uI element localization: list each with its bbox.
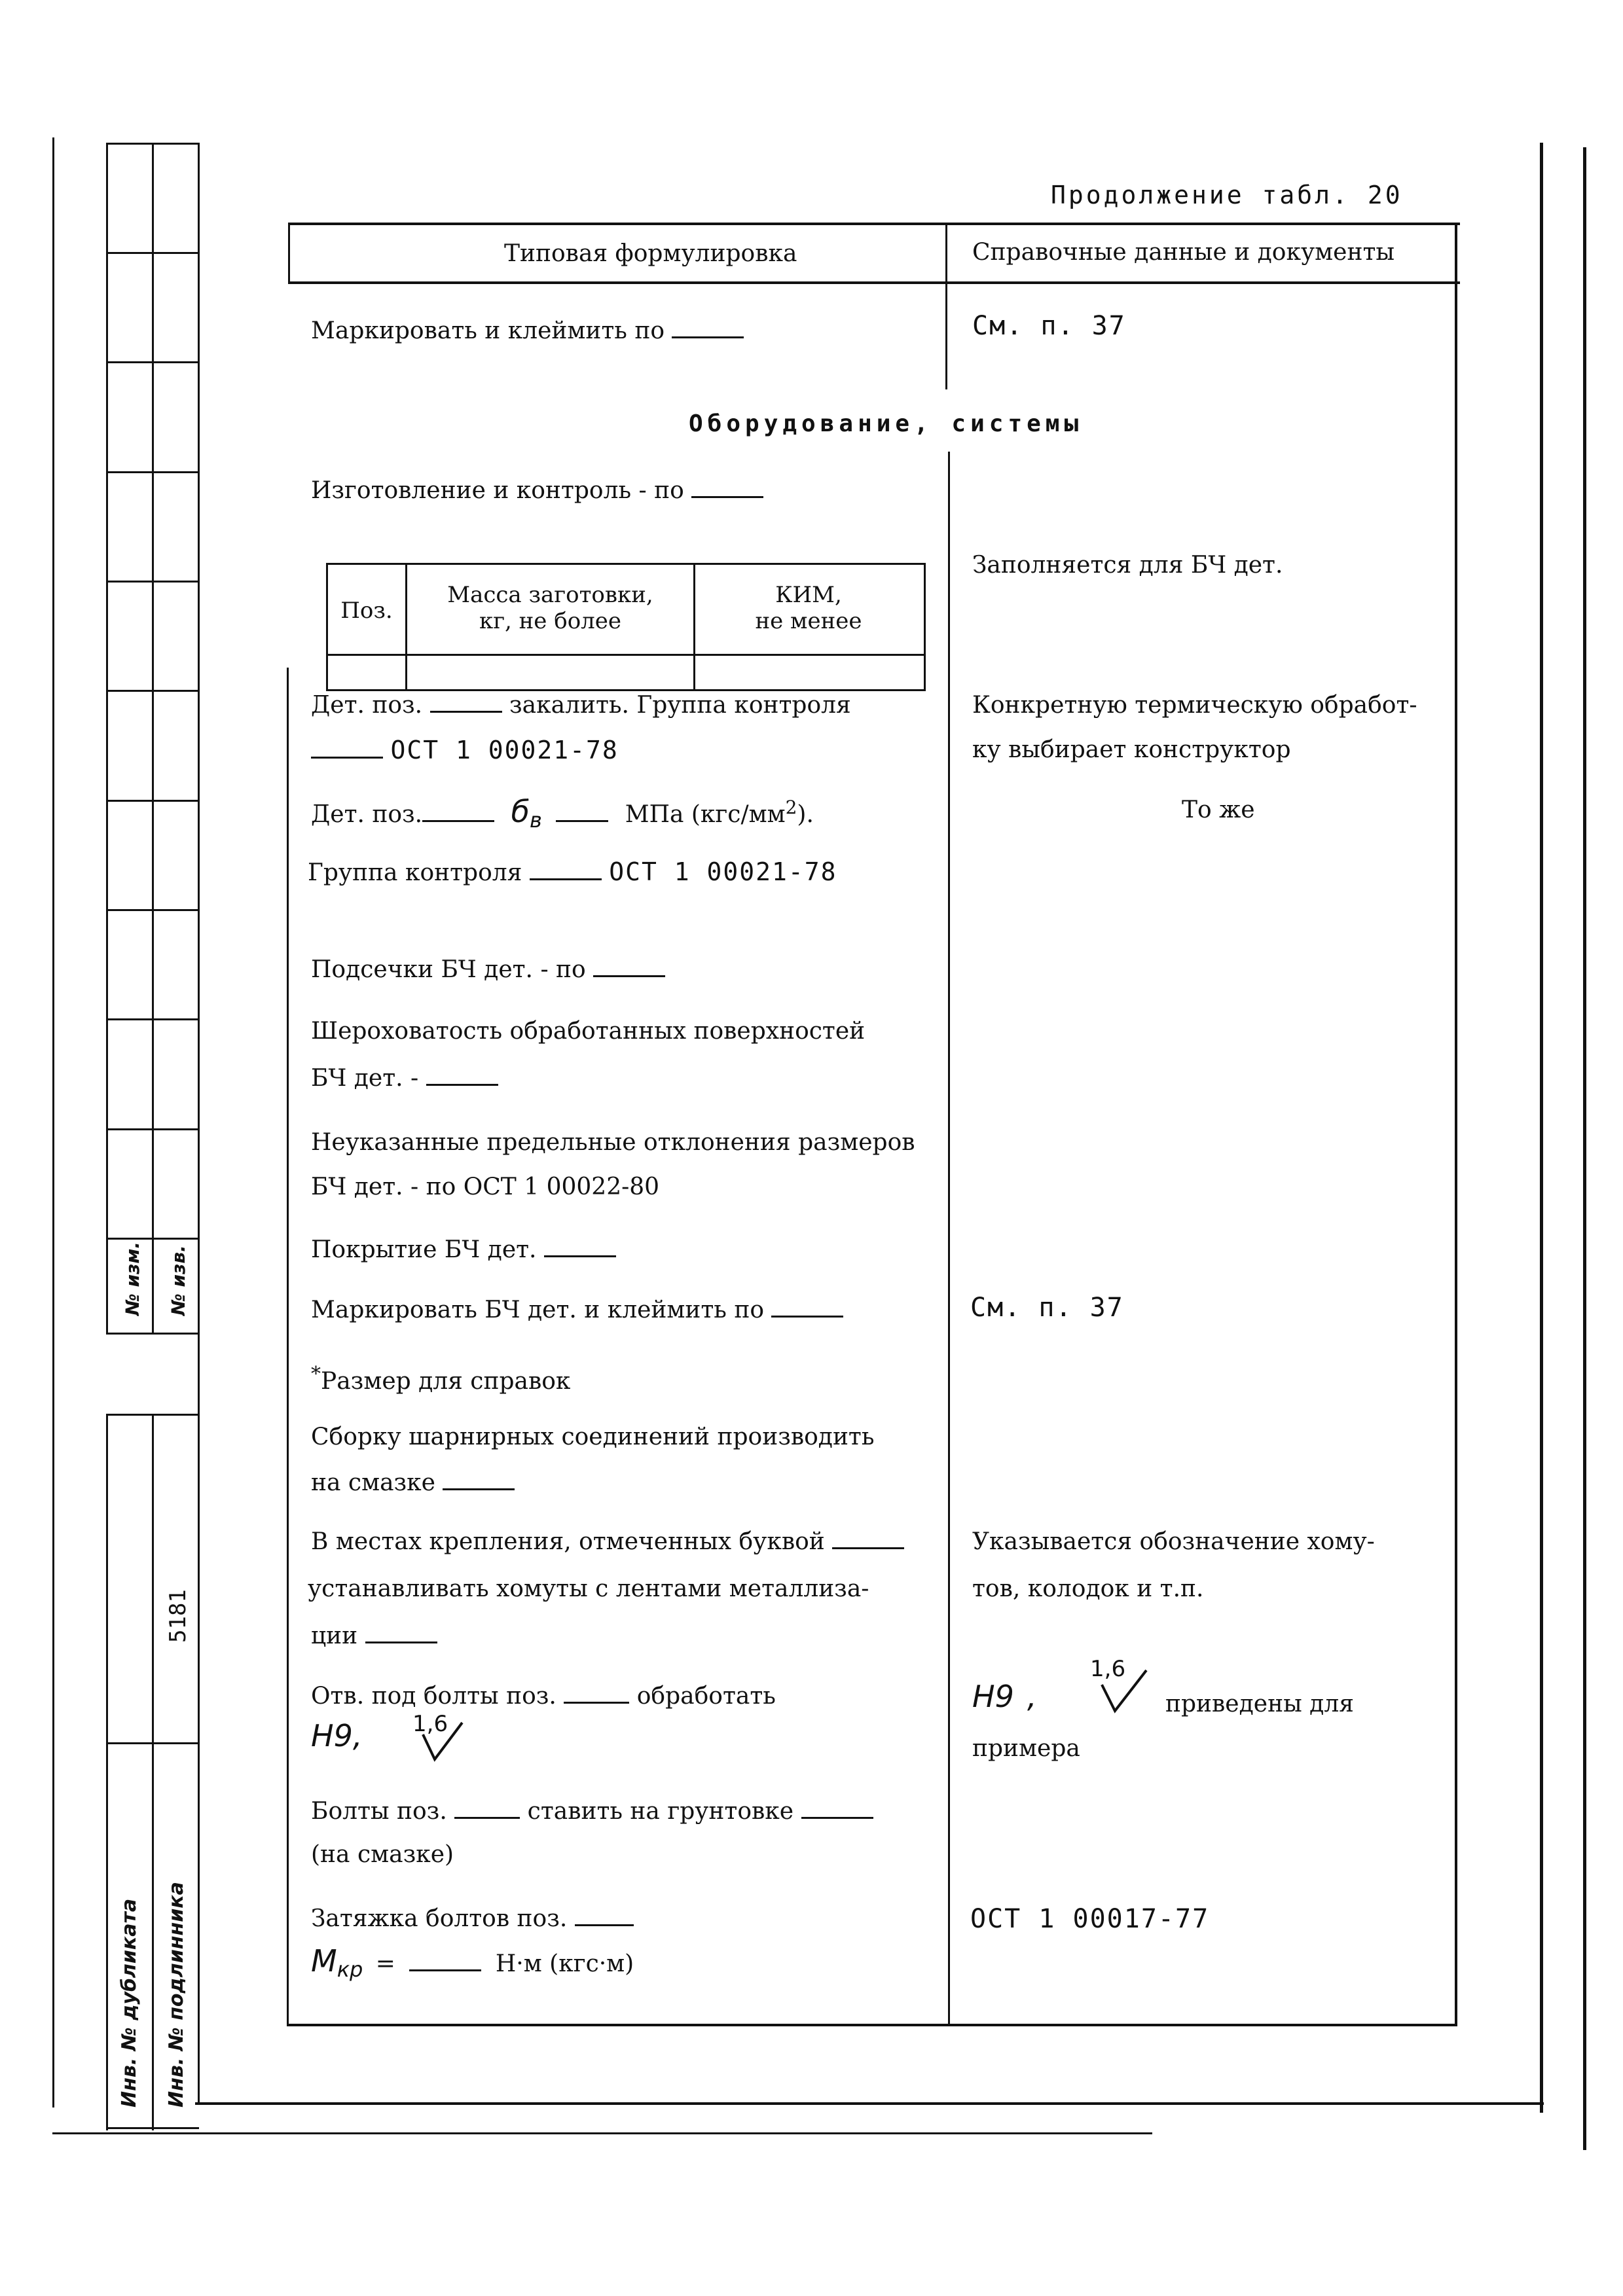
row-harden-right-1: Конкретную термическую обработ- [972,692,1417,719]
frame-right-outer [1540,143,1543,2113]
row-bolts-left-1: Болты поз. ставить на грунтовке [311,1799,873,1825]
row-clamps-right-2: тов, колодок и т.п. [972,1575,1204,1602]
margin-podlinnik-label: Инв. № подлинника [165,1882,188,2108]
row-torque-left-1: Затяжка болтов поз. [311,1906,634,1932]
row-marking2-right: См. п. 37 [970,1293,1124,1323]
table-column-divider-top [945,223,947,389]
column-header-left: Типовая формулировка [504,240,797,267]
row-bolts-left-2: (на смазке) [311,1841,454,1868]
row-torque-left-2: $М_{кр} = Н\cdot м$ (кгс·м) [311,1943,634,1982]
frame-right-edge [1583,147,1586,2150]
row-holes-right-1: Н9 , [972,1679,1037,1714]
section-title: Оборудование, системы [689,410,1084,437]
roughness-check-icon [419,1720,465,1763]
margin-izm-label: № изм. [122,1242,143,1316]
row-harden-left-2: ОСТ 1 00021-78 [311,737,619,764]
table-header-border [288,281,1460,284]
margin-izv-label: № изв. [168,1245,189,1316]
frame-bottom-outer [52,2132,1152,2134]
table-column-divider [948,452,950,2026]
row-footnote-left: *Размер для справок [311,1363,571,1395]
row-marking2-left: Маркировать БЧ дет. и клеймить по [311,1297,843,1323]
row-marking-left: Маркировать и клеймить по [311,318,744,344]
roughness-label-right: 1,6 [1090,1656,1126,1682]
fit-symbol-right: Н9 [972,1679,1014,1714]
row-joggles-left: Подсечки БЧ дет. - по [311,957,665,983]
row-marking-right: См. п. 37 [972,311,1126,341]
row-clamps-left-3: ции [311,1623,437,1649]
margin-number: 5181 [165,1589,191,1643]
table-right-border [1455,223,1457,2026]
row-tolerances-left-2: БЧ дет. - по ОСТ 1 00022-80 [311,1174,660,1200]
row-coating-left: Покрытие БЧ дет. [311,1237,616,1263]
subtable-col-pos: Поз. [340,598,393,624]
row-holes-left-1: Отв. под болты поз. обработать [311,1683,776,1710]
row-strength-left: Дет. поз. $б_в$ МПа $(кгс/мм^2)$. [311,794,814,833]
row-tolerances-left-1: Неуказанные предельные отклонения размеров [311,1129,915,1156]
fit-symbol-left: Н9 [311,1718,353,1753]
row-manufacture-left: Изготовление и контроль - по [311,478,763,504]
row-assembly-left-1: Сборку шарнирных соединений производить [311,1424,875,1450]
row-harden-left-1: Дет. поз. закалить. Группа контроля [311,692,851,719]
row-torque-right: ОСТ 1 00017-77 [970,1904,1210,1934]
frame-left-outer [52,137,54,2108]
row-roughness-left-2: БЧ дет. - [311,1066,498,1092]
row-roughness-left-1: Шероховатость обработанных поверхностей [311,1018,866,1045]
row-manufacture-right: Заполняется для БЧ дет. [972,552,1283,579]
margin-dublikat-label: Инв. № дубликата [118,1898,141,2108]
row-harden-right-2: ку выбирает конструктор [972,736,1291,763]
blank-mass-subtable [326,563,926,691]
column-header-right: Справочные данные и документы [972,239,1395,266]
roughness-check-icon-right [1097,1668,1149,1715]
subtable-col-kim: КИМ, не менее [755,582,862,634]
roughness-label-left: 1,6 [412,1711,448,1737]
table-number: 20 [1367,181,1403,209]
table-continuation-header: Продолжение табл. 20 [1051,181,1403,209]
row-holes-left-2: Н9, [311,1718,363,1753]
table-left-border [288,223,290,284]
row-clamps-right-1: Указывается обозначение хому- [972,1528,1375,1555]
table-left-border-lower [287,668,289,2026]
row-holes-right-2: приведены для [1165,1691,1354,1717]
row-clamps-left-2: устанавливать хомуты с лентами металлиза- [308,1575,869,1602]
row-control-group-left: Группа контроля ОСТ 1 00021-78 [308,857,837,886]
table-bottom-border [287,2024,1457,2026]
table-top-border [288,223,1460,225]
row-holes-right-3: примера [972,1735,1080,1762]
row-clamps-left-1: В местах крепления, отмеченных буквой [311,1529,904,1555]
row-strength-right: То же [1182,797,1255,823]
row-assembly-left-2: на смазке [311,1470,515,1496]
subtable-col-mass: Масса заготовки, кг, не более [447,582,653,634]
frame-bottom [195,2102,1544,2105]
